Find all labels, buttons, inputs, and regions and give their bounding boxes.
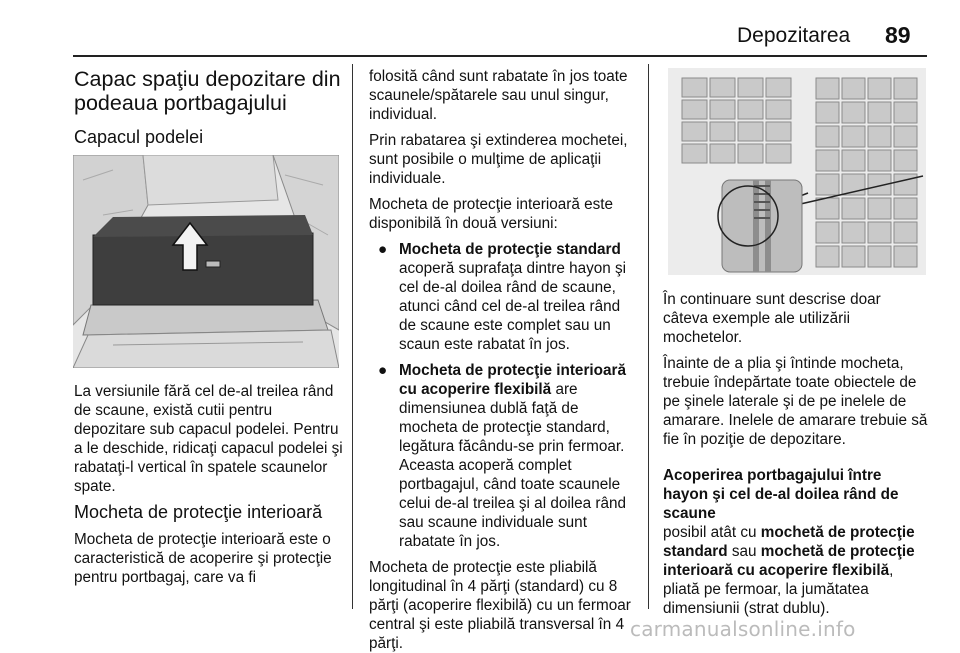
subheading-floor-cover: Capacul podelei — [74, 127, 204, 147]
paragraph-examples: În continuare sunt descrise doar câteva exemple ale utilizării mochetelor. — [663, 291, 881, 346]
paragraph-applications: Prin rabatarea şi extinderea mochetei, sunt posibile o mulţime de aplicaţii individuale. — [369, 132, 628, 187]
text-run: posibil atât cu — [663, 524, 761, 541]
paragraph-two-versions: Mocheta de protecţie interioară este disponibilă în două versiuni: — [369, 196, 614, 232]
trunk-floor-cover-illustration — [73, 155, 339, 368]
bullet-title: Mocheta de protecţie interioară cu acoperire flexibilă — [399, 362, 626, 398]
watermark: carmanualsonline.info — [630, 617, 856, 641]
paragraph-folding: Mocheta de protecţie este pliabilă longitudinal în 4 părţi (standard) cu 8 părţi (acoperire flexibilă) cu un fermoar central şi este pliabilă transversal în 4 părţi. — [369, 559, 631, 652]
text-run: , pliată pe fermoar, la jumătatea dimensiunii (strat dublu). — [663, 562, 894, 617]
main-heading: Capac spaţiu depozitare din podeaua portbagajului — [74, 67, 341, 115]
text-run-bold: mochetă de protecţie standard — [663, 524, 915, 560]
text-run: sau — [727, 543, 761, 560]
list-item-flexible-cover — [369, 361, 639, 551]
zipper-cover-illustration — [668, 68, 926, 275]
bullet-text: are dimensiunea dublă faţă de mocheta de protecţie standard, legătura făcându-se prin fermoar. Aceasta acoperă complet portbagajul, când toate scaunele celui de-al treilea şi al doilea rând sau scaune individuale sunt rabatate în jos. — [399, 381, 627, 550]
column-divider-2 — [648, 64, 649, 609]
bullet-icon: ● — [378, 362, 388, 379]
paragraph-cover-intro: Mocheta de protecţie interioară este o caracteristică de acoperire şi protecţie pentru portbagaj, care va fi — [74, 531, 332, 586]
bullet-text: acoperă suprafaţa dintre hayon şi cel de-al doilea rând de scaune, atunci când cel de-al treilea rând de scaune este complet sau un scaun este rabatat în jos. — [399, 260, 627, 353]
paragraph-folded-seats: folosită când sunt rabatate în jos toate scaunele/spătarele sau unul singur, individual. — [369, 68, 628, 123]
bullet-title: Mocheta de protecţie standard — [399, 241, 621, 258]
column-divider-1 — [352, 64, 353, 609]
section-title: Depozitarea — [737, 24, 851, 47]
bullet-icon: ● — [378, 241, 388, 258]
subheading-load-compartment-cover: Mocheta de protecţie interioară — [74, 502, 323, 522]
column-3-text — [663, 290, 928, 618]
page-number: 89 — [885, 22, 911, 48]
column-2-text — [369, 67, 639, 653]
paragraph-preparation: Înainte de a plia şi întinde mocheta, trebuie îndepărtate toate obiectele de pe şinele laterale şi de pe inelele de amarare. Inelele de amarare trebuie să fie în poziţie de depozitare. — [663, 355, 928, 448]
paragraph-covering-options — [663, 523, 928, 618]
list-item-standard-cover — [369, 240, 639, 354]
subheading-covering-trunk: Acoperirea portbagajului între hayon şi cel de-al doilea rând de scaune — [663, 467, 899, 522]
paragraph-storage-boxes: La versiunile fără cel de-al treilea rând de scaune, există cutii pentru depozitare sub capacul podelei. Pentru a le deschide, ridicaţi capacul podelei şi rabataţi-l vertical în spatele scaunelor spate. — [74, 383, 343, 495]
header-rule — [73, 55, 927, 57]
text-run-bold: mochetă de protecţie interioară cu acoperire flexibilă — [663, 543, 915, 579]
